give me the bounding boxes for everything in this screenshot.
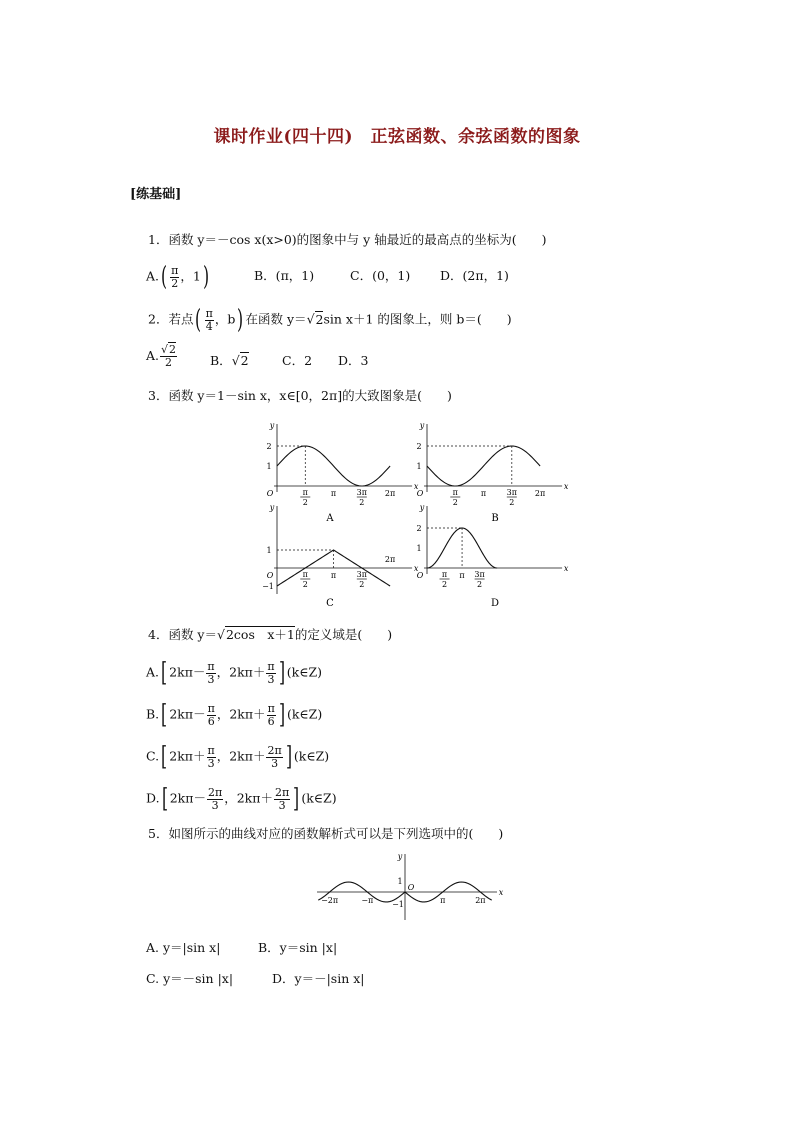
- q3-graph-a-x-label: x: [413, 482, 419, 491]
- option-text: 2kπ＋: [169, 748, 206, 764]
- denominator: 3: [207, 672, 215, 686]
- question-5-stem: 5．如图所示的曲线对应的函数解析式可以是下列选项中的( ): [148, 826, 504, 841]
- fraction: [266, 745, 282, 770]
- question-1-option-b[interactable]: B．(π，1): [254, 268, 315, 283]
- q3-graph-b-tick-1: 1: [416, 462, 422, 471]
- question-4-option-b[interactable]: [146, 702, 322, 728]
- q3-graph-b-curve: [427, 446, 540, 486]
- q3-graph-b-origin-label: O: [416, 489, 424, 498]
- section-heading: [练基础]: [130, 187, 182, 202]
- numerator: π: [207, 743, 215, 757]
- option-text: 2kπ－: [169, 664, 206, 680]
- fraction: [207, 745, 216, 770]
- q3-graph-b-tick-2: 2: [416, 442, 422, 451]
- left-bracket-glyph: [: [161, 784, 168, 814]
- q3-graph-b-y-label: y: [419, 421, 425, 430]
- q3-graph-c-tick-half-pi-numerator: π: [302, 570, 308, 579]
- q5-x-label: x: [498, 888, 504, 897]
- q3-graph-b-tick-pi: π: [480, 489, 487, 498]
- numerator: 2π: [274, 785, 290, 799]
- q3-graph-b-tick-half-pi-numerator: π: [452, 488, 458, 497]
- q3-graph-a-tick-half-pi-numerator: π: [302, 488, 308, 497]
- radicand: 2: [169, 343, 177, 356]
- option-label: D.: [146, 790, 160, 806]
- question-2-option-c[interactable]: C．2: [282, 353, 313, 368]
- fraction: [206, 661, 215, 686]
- q3-graph-d-tick-2: 2: [416, 524, 422, 533]
- q3-graph-a-tick-pi: π: [330, 489, 337, 498]
- right-bracket-glyph: ]: [285, 742, 292, 772]
- right-bracket-glyph: ]: [293, 784, 300, 814]
- option-label: C.: [146, 748, 160, 764]
- radicand: 2: [315, 311, 324, 327]
- numerator: √2: [161, 343, 177, 356]
- option-text: ，2kπ＋: [216, 748, 266, 764]
- question-5-option-c[interactable]: C. y＝－sin |x|: [146, 971, 234, 986]
- stem-text: 4．函数 y＝: [148, 627, 217, 642]
- denominator: 3: [211, 798, 219, 812]
- q3-graph-a-tick-2: 2: [266, 442, 272, 451]
- right-bracket-glyph: ]: [278, 658, 285, 688]
- option-text: ，2kπ＋: [224, 790, 273, 806]
- option-text: (k∈Z): [293, 748, 330, 764]
- question-2-option-b[interactable]: B．√2: [210, 353, 249, 368]
- fraction: [267, 703, 276, 728]
- option-text: ，2kπ＋: [216, 706, 266, 722]
- numerator: 2π: [207, 785, 223, 799]
- question-5-option-d[interactable]: D．y＝－|sin x|: [272, 971, 365, 986]
- q3-graph-b-tick-2pi: 2π: [534, 489, 546, 498]
- radicand: 2: [240, 353, 249, 368]
- q3-graph-a-tick-half-pi-denominator: 2: [302, 498, 308, 507]
- q5-tick-mpi: −π: [361, 896, 374, 905]
- q3-graph-c-tick-pi: π: [330, 571, 337, 580]
- option-text: (k∈Z): [286, 664, 323, 680]
- q3-graph-d-y-label: y: [419, 503, 425, 512]
- denominator: 6: [207, 714, 215, 728]
- q3-graph-c-tick-3half-pi-numerator: 3π: [356, 570, 368, 579]
- q3-graph-a-tick-1: 1: [266, 462, 272, 471]
- q3-graph-a-y-label: y: [269, 421, 275, 430]
- q3-graph-a-origin-label: O: [266, 489, 274, 498]
- q3-graph-c-tick-half-pi-denominator: 2: [302, 580, 308, 589]
- q3-graph-b-tick-3half-pi-denominator: 2: [509, 498, 515, 507]
- stem-text: 在函数 y＝: [245, 311, 307, 327]
- q3-graph-a-tick-3half-pi-denominator: 2: [359, 498, 365, 507]
- fraction: [207, 787, 223, 812]
- question-1-option-a[interactable]: [146, 264, 211, 290]
- q5-origin-label: O: [407, 883, 415, 892]
- option-text: ，2kπ＋: [216, 664, 266, 680]
- q3-graph-c-x-label: x: [413, 564, 419, 573]
- q3-graph-b-x-label: x: [563, 482, 569, 491]
- q5-tick-m1: −1: [392, 900, 404, 909]
- option-text: 2kπ－: [169, 790, 206, 806]
- denominator: 2: [165, 356, 173, 369]
- fraction: [170, 265, 179, 290]
- q3-graph-a-caption: A: [326, 513, 334, 524]
- fraction: [160, 344, 177, 369]
- stem-text: sin x＋1 的图象上，则 b＝( ): [323, 311, 512, 327]
- fraction: [274, 787, 290, 812]
- page-title: 课时作业(四十四) 正弦函数、余弦函数的图象: [213, 127, 581, 147]
- right-paren-glyph: ): [237, 305, 244, 335]
- numerator: π: [207, 659, 215, 673]
- option-label: B.: [146, 706, 160, 722]
- q5-tick-m2pi: −2π: [321, 896, 339, 905]
- q3-graph-d-tick-3half-pi-denominator: 2: [477, 580, 483, 589]
- question-4-option-d[interactable]: [146, 786, 337, 812]
- left-bracket-glyph: [: [161, 742, 168, 772]
- numerator: π: [207, 701, 215, 715]
- question-4-option-c[interactable]: [146, 744, 329, 770]
- option-label: A.: [146, 268, 160, 284]
- radicand: 2cos x＋1: [225, 627, 295, 642]
- q3-graph-c-origin-label: O: [266, 571, 274, 580]
- numerator: π: [267, 659, 275, 673]
- option-label: B．: [210, 353, 232, 368]
- question-2-option-a[interactable]: [146, 344, 178, 369]
- question-4-stem: 4．函数 y＝√2cos x＋1的定义域是( ): [148, 627, 393, 642]
- denominator: 3: [271, 756, 279, 770]
- denominator: 3: [267, 672, 275, 686]
- option-text: (k∈Z): [286, 706, 323, 722]
- q3-graph-b-tick-half-pi-denominator: 2: [452, 498, 458, 507]
- q3-graph-c-y-label: y: [269, 503, 275, 512]
- stem-text: ，b: [214, 311, 236, 327]
- fraction: [266, 661, 275, 686]
- question-1-option-d[interactable]: D．(2π，1): [440, 268, 509, 283]
- option-text: (k∈Z): [301, 790, 337, 806]
- denominator: 3: [207, 756, 215, 770]
- q3-graph-d-origin-label: O: [416, 571, 424, 580]
- q3-graph-c-tick-1: 1: [266, 546, 272, 555]
- left-paren-glyph: (: [195, 305, 202, 335]
- right-bracket-glyph: ]: [278, 700, 285, 730]
- numerator: π: [171, 263, 179, 277]
- left-paren-glyph: (: [161, 262, 168, 292]
- q3-graph-d-tick-half-pi-denominator: 2: [441, 580, 448, 589]
- q3-graph-d-x-label: x: [563, 564, 569, 573]
- question-1-stem: 1．函数 y＝－cos x(x>0)的图象中与 y 轴最近的最高点的坐标为( ): [148, 232, 547, 247]
- numerator: π: [267, 701, 275, 715]
- q3-graph-d-caption: D: [490, 598, 500, 609]
- question-5-option-b[interactable]: B．y＝sin |x|: [258, 940, 338, 955]
- q3-graph-a-curve: [277, 446, 390, 486]
- option-label: A.: [146, 348, 160, 363]
- denominator: 4: [205, 319, 213, 333]
- q5-tick-1: 1: [397, 877, 403, 886]
- left-bracket-glyph: [: [161, 700, 168, 730]
- q5-tick-2pi: 2π: [475, 896, 486, 905]
- option-tail: ，1: [180, 268, 201, 284]
- option-label: A.: [146, 664, 160, 680]
- denominator: 2: [171, 276, 179, 290]
- left-bracket-glyph: [: [161, 658, 168, 688]
- stem-text: 的定义域是( ): [294, 627, 393, 642]
- question-2-option-d[interactable]: D．3: [338, 353, 369, 368]
- right-paren-glyph: ): [202, 262, 209, 292]
- numerator: π: [205, 306, 213, 320]
- q3-graph-d-tick-half-pi-numerator: π: [441, 570, 448, 579]
- q3-graph-c-tick-2pi: 2π: [384, 555, 396, 564]
- q3-graph-d-tick-1: 1: [416, 544, 422, 553]
- question-2-stem: 2．若点( $\frac{\pi}{4}$ ，b) 在函数 y＝√2sin x＋1 的图象上，则 b＝( ): [148, 305, 512, 335]
- q3-graph-d-tick-3half-pi-numerator: 3π: [474, 570, 485, 579]
- q3-graph-b-tick-3half-pi-numerator: 3π: [506, 488, 518, 497]
- question-1-option-c[interactable]: C．(0，1): [350, 268, 411, 283]
- question-5-option-a[interactable]: A. y＝|sin x|: [146, 940, 221, 955]
- q3-graph-a-tick-3half-pi-numerator: 3π: [356, 488, 368, 497]
- q3-graph-d-tick-pi: π: [459, 571, 465, 580]
- denominator: 3: [278, 798, 286, 812]
- denominator: 6: [267, 714, 275, 728]
- question-5-graph: [315, 850, 505, 920]
- stem-text: 2．若点: [148, 311, 194, 327]
- q3-graph-c-tick-3half-pi-denominator: 2: [359, 580, 365, 589]
- q3-graph-c-tick-m1: −1: [262, 582, 274, 591]
- fraction: [205, 308, 214, 333]
- question-3-graphs: [255, 418, 575, 614]
- question-3-stem: 3．函数 y＝1－sin x，x∈[0，2π]的大致图象是( ): [148, 388, 452, 403]
- q3-graph-b-caption: B: [491, 513, 499, 524]
- question-4-option-a[interactable]: [146, 660, 322, 686]
- q3-graph-c-caption: C: [326, 598, 334, 609]
- option-text: 2kπ－: [169, 706, 206, 722]
- q3-graph-a-tick-2pi: 2π: [384, 489, 396, 498]
- fraction: [207, 703, 216, 728]
- numerator: 2π: [267, 743, 282, 757]
- q5-y-label: y: [397, 852, 403, 861]
- q5-tick-pi: π: [440, 896, 446, 905]
